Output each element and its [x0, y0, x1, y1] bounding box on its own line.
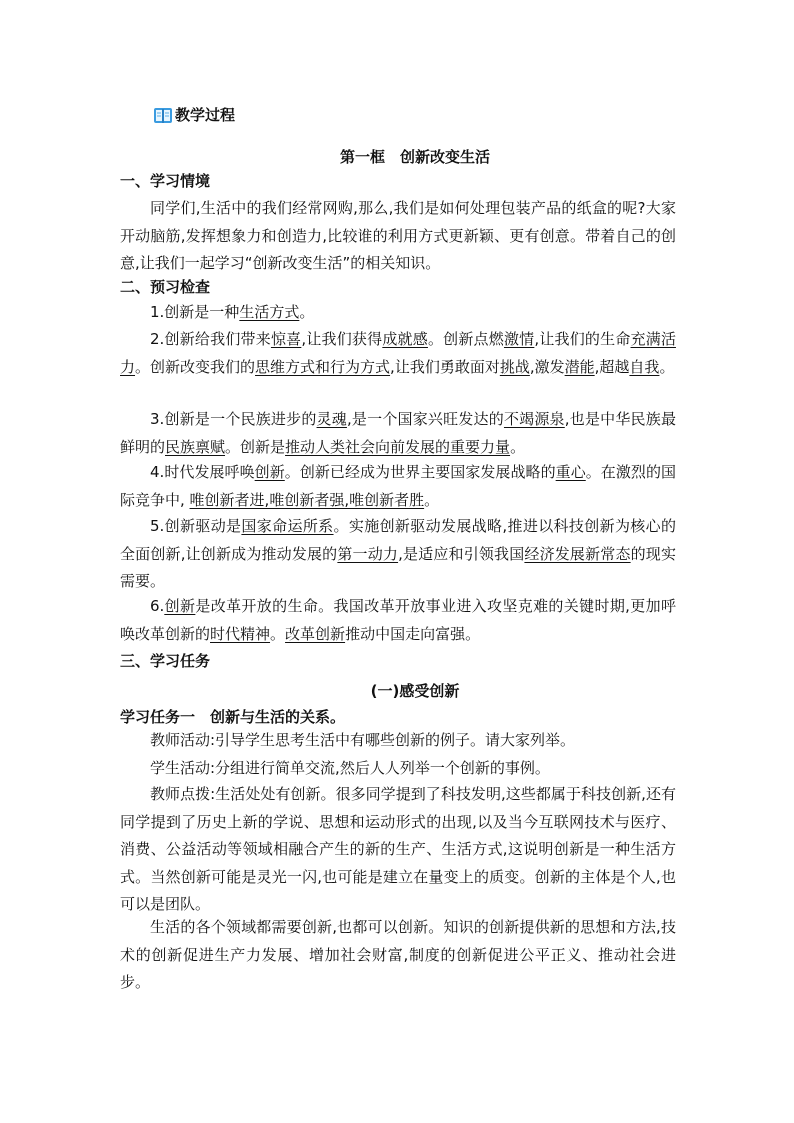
student-activity: 学生活动:分组进行简单交流,然后人人列举一个创新的事例。 — [150, 759, 550, 777]
teacher-activity: 教师活动:引导学生思考生活中有哪些创新的例子。请大家列举。 — [150, 731, 576, 749]
section-header — [153, 104, 235, 125]
teacher-guide-paragraph: 教师点拨:生活处处有创新。很多同学提到了科技发明,这些都属于科技创新,还有同学提到了历史上新的学说、思想和运动形式的出现,以及当今互联网技术与医疗、消费、公益活动等领域相融合产生的新的生产、生活方式,这说明创新是一种生活方式。当然创新可能是灵光一闪,也可能是建立在量变上的质变。创新的主体是个人,也可以是团队。 — [120, 785, 676, 914]
preview-item-6: 6.创新是改革开放的生命。我国改革开放事业进入攻坚克难的关键时期,更加呼唤改革创新的时代精神。改革创新推动中国走向富强。 — [120, 597, 676, 643]
preview-item-1: 1.创新是一种生活方式。 — [150, 303, 315, 321]
heading-situation: 一、学习情境 — [120, 172, 211, 190]
subsection-title: (一)感受创新 — [370, 682, 460, 700]
task-one-heading: 学习任务一 创新与生活的关系。 — [120, 708, 346, 726]
heading-preview: 二、预习检查 — [120, 278, 211, 296]
section-title: 教学过程 — [175, 106, 236, 124]
preview-item-2: 2.创新给我们带来惊喜,让我们获得成就感。创新点燃激情,让我们的生命充满活力。创新改变我们的思维方式和行为方式,让我们勇敢面对挑战,激发潜能,超越自我。 — [120, 330, 676, 376]
preview-item-3: 3.创新是一个民族进步的灵魂,是一个国家兴旺发达的不竭源泉,也是中华民族最鲜明的民族禀赋。创新是推动人类社会向前发展的重要力量。 — [120, 410, 676, 456]
book-icon — [153, 105, 173, 125]
heading-tasks: 三、学习任务 — [120, 652, 211, 670]
closing-paragraph: 生活的各个领域都需要创新,也都可以创新。知识的创新提供新的思想和方法,技术的创新促进生产力发展、增加社会财富,制度的创新促进公平正义、推动社会进步。 — [120, 918, 676, 992]
intro-paragraph: 同学们,生活中的我们经常网购,那么,我们是如何处理包装产品的纸盒的呢?大家开动脑筋,发挥想象力和创造力,比较谁的利用方式更新颖、更有创意。带着自己的创意,让我们一起学习“创新改变生活”的相关知识。 — [120, 199, 676, 273]
preview-item-5: 5.创新驱动是国家命运所系。实施创新驱动发展战略,推进以科技创新为核心的全面创新,让创新成为推动发展的第一动力,是适应和引领我国经济发展新常态的现实需要。 — [120, 517, 676, 591]
lesson-title: 第一框 创新改变生活 — [339, 148, 490, 166]
preview-item-4: 4.时代发展呼唤创新。创新已经成为世界主要国家发展战略的重心。在激烈的国际竞争中, 唯创新者进,唯创新者强,唯创新者胜。 — [120, 463, 676, 509]
